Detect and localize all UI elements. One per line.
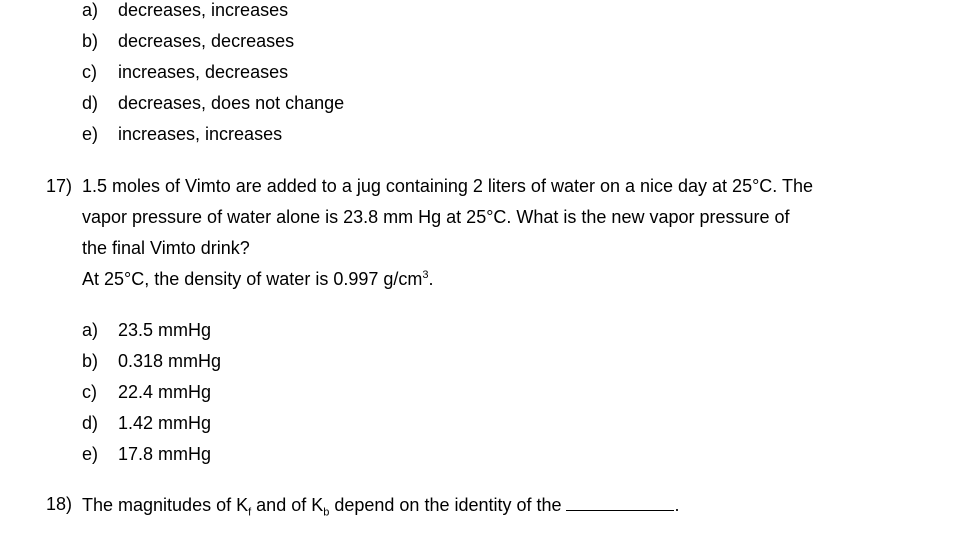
option-text: 17.8 mmHg xyxy=(118,444,212,464)
option-text: 1.42 mmHg xyxy=(118,413,212,433)
q18-text-part: depend on the identity of the xyxy=(329,495,562,515)
question-text-line: 1.5 moles of Vimto are added to a jug containing 2 liters of water on a nice day at 25°C. The xyxy=(82,176,813,196)
density-text: At 25°C, the density of water is 0.997 g/cm xyxy=(82,269,423,289)
question-18 xyxy=(46,492,946,518)
option-letter: a) xyxy=(82,320,99,340)
option-letter: c) xyxy=(82,382,97,402)
question-text-line: the final Vimto drink? xyxy=(82,238,250,258)
option-letter: e) xyxy=(82,444,99,464)
period: . xyxy=(428,269,434,289)
option-letter: b) xyxy=(82,351,99,371)
exponent: 3 xyxy=(422,269,429,281)
question-text-line: vapor pressure of water alone is 23.8 mm Hg at 25°C. What is the new vapor pressure of xyxy=(82,207,790,227)
q18-text-part: The magnitudes of K xyxy=(82,495,249,515)
question-text-line xyxy=(82,492,680,517)
option-letter: d) xyxy=(82,413,99,433)
subscript-f: f xyxy=(248,506,252,519)
question-17 xyxy=(46,174,946,304)
period: . xyxy=(674,495,680,515)
answer-blank[interactable] xyxy=(566,492,674,511)
option-letter: c) xyxy=(82,62,97,82)
option-letter: d) xyxy=(82,93,99,113)
option-text: 23.5 mmHg xyxy=(118,320,212,340)
option-text: increases, decreases xyxy=(118,62,289,82)
question-number: 18) xyxy=(46,494,73,514)
subscript-b: b xyxy=(323,506,330,519)
option-text: decreases, decreases xyxy=(118,31,295,51)
q18-text-part: and of K xyxy=(251,495,324,515)
option-text: increases, increases xyxy=(118,124,283,144)
option-text: decreases, does not change xyxy=(118,93,345,113)
option-letter: a) xyxy=(82,0,99,20)
option-text: decreases, increases xyxy=(118,0,289,20)
option-letter: b) xyxy=(82,31,99,51)
option-letter: e) xyxy=(82,124,99,144)
option-text: 0.318 mmHg xyxy=(118,351,222,371)
question-number: 17) xyxy=(46,176,73,196)
option-text: 22.4 mmHg xyxy=(118,382,212,402)
question-text-line xyxy=(82,267,434,291)
